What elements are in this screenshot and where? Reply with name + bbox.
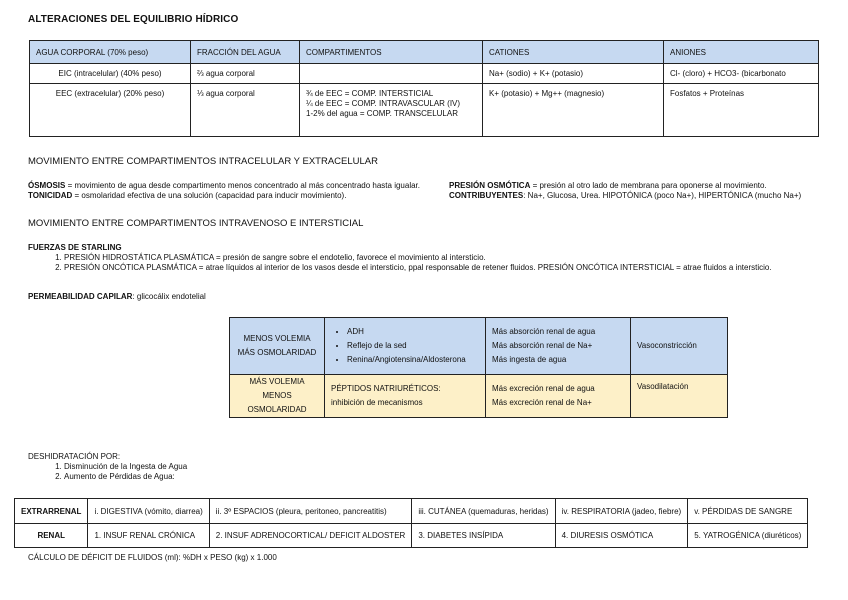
table-cell: EEC (extracelular) (20% peso) [30, 84, 191, 137]
cell-line: MENOS VOLEMIA [243, 334, 311, 343]
row-label: EXTRARRENAL [15, 499, 88, 524]
cell-line: MENOS OSMOLARIDAD [247, 391, 307, 414]
header-cell: CATIONES [483, 41, 664, 64]
compartment-line: ¼ de EEC = COMP. INTRAVASCULAR (IV) [306, 99, 461, 108]
regulation-table [229, 317, 728, 418]
term-label: CONTRIBUYENTES [449, 191, 524, 200]
table-header-row [30, 41, 819, 64]
table-cell: Vasoconstricción [631, 318, 728, 375]
table-cell: 1. INSUF RENAL CRÓNICA [88, 524, 209, 548]
table-cell [230, 318, 325, 375]
table-cell [300, 64, 483, 84]
cell-line: Más excreción renal de agua [492, 384, 595, 393]
header-cell: COMPARTIMENTOS [300, 41, 483, 64]
cell-line: Más absorción renal de Na+ [492, 341, 593, 350]
starling-label: FUERZAS DE STARLING [28, 243, 122, 252]
list-item: • ADH [347, 325, 479, 339]
cell-line: PÉPTIDOS NATRIURÉTICOS: [331, 384, 441, 393]
table-row [15, 524, 808, 548]
table-row [15, 499, 808, 524]
dehydration-label: DESHIDRATACIÓN POR: [28, 452, 121, 461]
table-cell [486, 375, 631, 418]
term-text: = movimiento de agua desde compartimento menos concentrado al más concentrado hasta igualar. [65, 181, 420, 190]
table-cell: ii. 3º ESPACIOS (pleura, peritoneo, pancreatitis) [209, 499, 412, 524]
compartment-line: ¾ de EEC = COMP. INTERSTICIAL [306, 89, 434, 98]
cell-line: MÁS OSMOLARIDAD [237, 348, 317, 357]
table-cell: ⅔ agua corporal [191, 64, 300, 84]
table-cell [325, 318, 486, 375]
table-cell: K+ (potasio) + Mg++ (magnesio) [483, 84, 664, 137]
table-cell: EIC (intracelular) (40% peso) [30, 64, 191, 84]
table-cell [230, 375, 325, 418]
term-label: PERMEABILIDAD CAPILAR [28, 292, 133, 301]
table-cell: iii. CUTÁNEA (quemaduras, heridas) [412, 499, 555, 524]
compartment-line: 1-2% del agua = COMP. TRANSCELULAR [306, 109, 458, 118]
list-item: 2. Aumento de Pérdidas de Agua: [64, 472, 428, 482]
table-cell: ⅓ agua corporal [191, 84, 300, 137]
term-label: TONICIDAD [28, 191, 73, 200]
water-compartments-table [29, 40, 819, 137]
term-text: : glicocálix endotelial [132, 292, 206, 301]
tonicidad-line [28, 191, 448, 201]
list-item: 1. PRESIÓN HIDROSTÁTICA PLASMÁTICA = presión de sangre sobre el endotelio, favorece el movimiento al intersticio. [64, 253, 828, 263]
table-cell: Cl- (cloro) + HCO3- (bicarbonato [664, 64, 819, 84]
dehydration-block [28, 452, 428, 481]
cell-line: inhibición de mecanismos [331, 398, 423, 407]
table-cell: Fosfatos + Proteínas [664, 84, 819, 137]
table-cell: iv. RESPIRATORIA (jadeo, fiebre) [555, 499, 688, 524]
cell-line: MÁS VOLEMIA [249, 377, 305, 386]
section-heading: MOVIMIENTO ENTRE COMPARTIMENTOS INTRACELULAR Y EXTRACELULAR [28, 156, 378, 167]
starling-block [28, 243, 828, 272]
table-cell [300, 84, 483, 137]
table-row [230, 375, 728, 418]
term-label: PRESIÓN OSMÓTICA [449, 181, 531, 190]
osmosis-block [28, 181, 448, 201]
list-item: 2. PRESIÓN ONCÓTICA PLASMÁTICA = atrae líquidos al interior de los vasos desde el intersticio, ppal responsable de retener fluidos. PRESIÓN ONCÓTICA INTERSTICIAL = atrae fluidos a intersticio. [64, 263, 828, 273]
term-label: ÓSMOSIS [28, 181, 66, 190]
term-text: = presión al otro lado de membrana para oponerse al movimiento. [530, 181, 767, 190]
table-cell: 2. INSUF ADRENOCORTICAL/ DEFICIT ALDOSTER [209, 524, 412, 548]
header-cell: FRACCIÓN DEL AGUA [191, 41, 300, 64]
cell-line: Más ingesta de agua [492, 355, 567, 364]
list-item: 1. Disminución de la Ingesta de Agua [64, 462, 428, 472]
term-text: = osmolaridad efectiva de una solución (capacidad para inducir movimiento). [72, 191, 347, 200]
presion-line [449, 181, 839, 191]
table-cell: i. DIGESTIVA (vómito, diarrea) [88, 499, 209, 524]
table-cell: 3. DIABETES INSÍPIDA [412, 524, 555, 548]
table-row [30, 64, 819, 84]
table-cell: 4. DIURESIS OSMÓTICA [555, 524, 688, 548]
header-cell: AGUA CORPORAL (70% peso) [30, 41, 191, 64]
mechanism-list [331, 325, 479, 367]
pressure-block [449, 181, 839, 201]
table-cell: 5. YATROGÉNICA (diuréticos) [688, 524, 808, 548]
contrib-line [449, 191, 839, 201]
page-title: ALTERACIONES DEL EQUILIBRIO HÍDRICO [28, 14, 239, 25]
table-row [30, 84, 819, 137]
header-cell: ANIONES [664, 41, 819, 64]
deficit-formula: CÁLCULO DE DÉFICIT DE FLUIDOS (ml): %DH x PESO (kg) x 1.000 [28, 553, 277, 562]
row-label: RENAL [15, 524, 88, 548]
osmosis-line [28, 181, 448, 191]
list-item: • Renina/Angiotensina/Aldosterona [347, 353, 479, 367]
table-row [230, 318, 728, 375]
table-cell: Na+ (sodio) + K+ (potasio) [483, 64, 664, 84]
section-heading: MOVIMIENTO ENTRE COMPARTIMENTOS INTRAVENOSO E INTERSTICIAL [28, 218, 364, 229]
list-item: • Reflejo de la sed [347, 339, 479, 353]
perm-line [28, 292, 206, 302]
table-cell [325, 375, 486, 418]
table-cell [486, 318, 631, 375]
losses-table [14, 498, 808, 548]
dehydration-list [28, 462, 428, 481]
table-cell: v. PÉRDIDAS DE SANGRE [688, 499, 808, 524]
starling-list [28, 253, 828, 272]
table-cell: Vasodilatación [631, 375, 728, 418]
cell-line: Más absorción renal de agua [492, 327, 596, 336]
cell-line: Más excreción renal de Na+ [492, 398, 592, 407]
term-text: : Na+, Glucosa, Urea. HIPOTÓNICA (poco Na+), HIPERTÓNICA (mucho Na+) [523, 191, 802, 200]
